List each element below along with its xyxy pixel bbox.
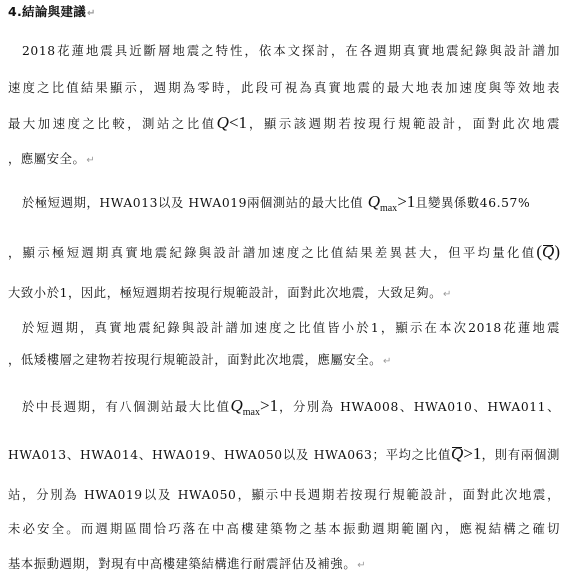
paragraph-mark-icon: ↵ <box>87 8 96 19</box>
text-run: ，則有兩個測 <box>481 448 560 462</box>
paragraph-1-line-3 <box>8 114 560 132</box>
paragraph-1-line-2 <box>8 79 560 97</box>
section-heading <box>8 3 560 21</box>
heading-text: 4.結論與建議 <box>8 4 87 19</box>
paragraph-mark-icon: ↵ <box>86 155 95 166</box>
text-run: ，應屬安全。 <box>8 152 86 166</box>
text-run: ，低矮樓層之建物若按現行規範設計，面對此次地震，應屬安全。 <box>8 353 383 367</box>
max-ratio-relation: >1 <box>397 192 416 211</box>
paragraph-4-line-1 <box>8 396 560 418</box>
text-run: 於中長週期，有八個測站最大比值 <box>22 400 231 414</box>
max-ratio-symbol-q: Q <box>230 396 243 415</box>
paragraph-2-line-3 <box>8 284 560 302</box>
text-run: 未必安全。而週期區間恰巧落在中高樓建築物之基本振動週期範圍內，應視結構之確切 <box>8 522 560 536</box>
ratio-relation: <1 <box>228 113 248 132</box>
mean-ratio-symbol-q: Q <box>542 242 555 261</box>
close-paren: ) <box>554 242 560 261</box>
ratio-symbol-q: Q <box>216 113 229 132</box>
paragraph-2-line-1 <box>8 192 560 214</box>
text-run: 於極短週期，HWA013以及 HWA019兩個測站的最大比值 <box>22 196 364 210</box>
max-ratio-symbol-q: Q <box>367 192 380 211</box>
paragraph-4-line-3 <box>8 486 560 504</box>
text-run: 且變異係數46.57% <box>415 196 531 210</box>
paragraph-3-line-1 <box>8 319 560 337</box>
paragraph-3-line-2 <box>8 351 560 369</box>
text-run: HWA013、HWA014、HWA019、HWA050以及 HWA063；平均之比值 <box>8 448 452 462</box>
text-run: 2018花蓮地震具近斷層地震之特性，依本文探討，在各週期真實地震紀錄與設計譜加 <box>22 44 560 58</box>
paragraph-4-line-4 <box>8 520 560 538</box>
text-run: 基本振動週期，對現有中高樓建築結構進行耐震評估及補強。 <box>8 557 357 571</box>
mean-ratio-symbol-q: Q <box>451 444 464 463</box>
text-run: 速度之比值結果顯示，週期為零時，此段可視為真實地震的最大地表加速度與等效地表 <box>8 81 560 95</box>
max-subscript: max <box>379 203 398 214</box>
text-run: ，分別為 HWA008、HWA010、HWA011、 <box>278 400 560 414</box>
paragraph-4-line-2 <box>8 445 560 463</box>
paragraph-1-line-1 <box>8 42 560 60</box>
paragraph-mark-icon: ↵ <box>383 356 392 367</box>
max-ratio-relation: >1 <box>259 396 279 415</box>
open-paren: ( <box>536 242 543 261</box>
paragraph-mark-icon: ↵ <box>443 289 452 300</box>
text-run: 最大加速度之比較，測站之比值 <box>8 117 217 131</box>
text-run: 站，分別為 HWA019以及 HWA050，顯示中長週期若按現行規範設計，面對此次地震， <box>8 488 560 502</box>
paragraph-2-line-2 <box>8 243 560 261</box>
mean-ratio-relation: >1 <box>463 444 482 463</box>
text-run: 大致小於1，因此，極短週期若按現行規範設計，面對此次地震，大致足夠。 <box>8 286 443 300</box>
text-run: 於短週期，真實地震紀錄與設計譜加速度之比值皆小於1，顯示在本次2018花蓮地震 <box>22 321 560 335</box>
paragraph-1-line-4 <box>8 150 560 168</box>
text-run: ，顯示該週期若按現行規範設計，面對此次地震 <box>247 117 560 131</box>
paragraph-mark-icon: ↵ <box>357 560 366 571</box>
text-run: ，顯示極短週期真實地震紀錄與設計譜加速度之比值結果差異甚大，但平均量化值 <box>8 246 537 260</box>
max-subscript: max <box>242 407 260 418</box>
paragraph-4-line-5 <box>8 555 560 573</box>
